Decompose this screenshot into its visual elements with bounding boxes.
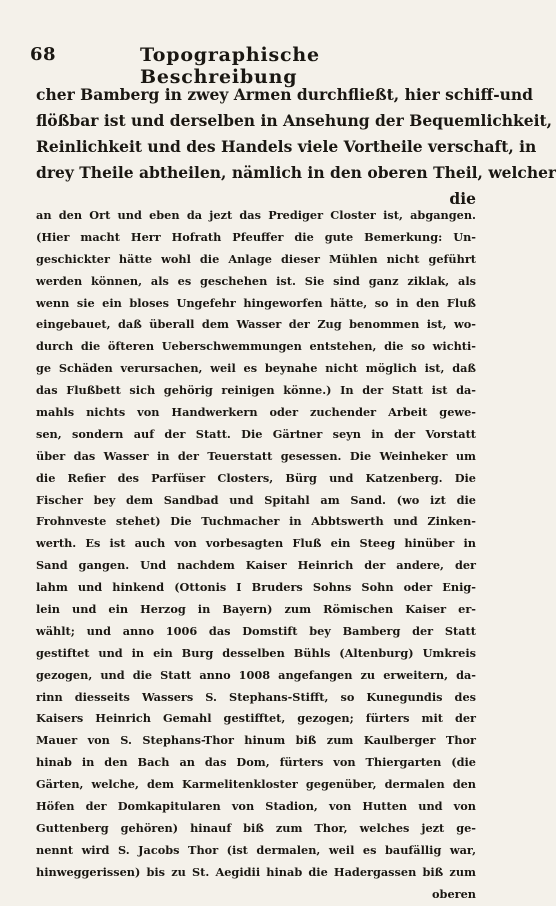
page-header bbox=[30, 44, 484, 88]
quoted-text-line: (Hier macht Herr Hofrath Pfeuffer die gute Bemerkung: Un- bbox=[36, 229, 476, 244]
quoted-text-line: gestiftet und in ein Burg desselben Bühls (Altenburg) Umkreis bbox=[36, 645, 476, 660]
quoted-text-line: rinn diesseits Wassers S. Stephans-Stifft, so Kunegundis des bbox=[36, 689, 476, 704]
quoted-text-line: durch die öfteren Ueberschwemmungen entstehen, die so wichti- bbox=[36, 339, 476, 354]
quoted-text-line: lein und ein Herzog in Bayern) zum Römischen Kaiser er- bbox=[36, 602, 476, 617]
quoted-text-line: hinab in den Bach an das Dom, fürters von Thiergarten (die bbox=[36, 755, 476, 770]
quoted-text-line: oberen bbox=[432, 886, 476, 901]
quoted-text-line: Sand gangen. Und nachdem Kaiser Heinrich der andere, der bbox=[36, 558, 476, 573]
quoted-text-line: Guttenberg gehören) hinauf biß zum Thor, welches jezt ge- bbox=[36, 820, 476, 835]
quoted-text-line: ge Schäden verursachen, weil es beynahe nicht möglich ist, daß bbox=[36, 361, 476, 376]
quoted-text-line: werden können, als es geschehen ist. Sie sind ganz ziklak, als bbox=[36, 273, 476, 288]
quoted-text-line: eingebauet, daß überall dem Wasser der Zug benommen ist, wo- bbox=[36, 317, 476, 332]
main-text-line: die bbox=[449, 189, 476, 208]
quoted-text-line: werth. Es ist auch von vorbesagten Fluß ein Steeg hinüber in bbox=[36, 536, 476, 551]
quoted-text-line: Mauer von S. Stephans-Thor hinum biß zum Kaulberger Thor bbox=[36, 733, 476, 748]
running-head: Topographische Beschreibung bbox=[140, 44, 320, 88]
quoted-text-line: geschickter hätte wohl die Anlage dieser Mühlen nicht geführt bbox=[36, 251, 476, 266]
quoted-text-line: mahls nichts von Handwerkern oder zuchender Arbeit gewe- bbox=[36, 405, 476, 420]
main-text-line: flößbar ist und derselben in Ansehung der Bequemlichkeit, bbox=[36, 111, 553, 130]
main-text-block bbox=[36, 82, 556, 212]
quoted-text-line: wählt; und anno 1006 das Domstift bey Bamberg der Statt bbox=[36, 623, 476, 638]
quoted-text-line: gezogen, und die Statt anno 1008 angefangen zu erweitern, da- bbox=[36, 667, 476, 682]
quoted-text-line: wenn sie ein bloses Ungefehr hingeworfen hätte, so in den Fluß bbox=[36, 295, 476, 310]
page-number: 68 bbox=[30, 44, 57, 65]
quoted-text-line: hinweggerissen) bis zu St. Aegidii hinab die Hadergassen biß zum bbox=[36, 864, 476, 879]
quoted-text-line: das Flußbett sich gehörig reinigen könne.) In der Statt ist da- bbox=[36, 383, 476, 398]
quoted-text-line: Frohnveste stehet) Die Tuchmacher in Abbtswerth und Zinken- bbox=[36, 514, 476, 529]
quoted-text-line: Höfen der Domkapitularen von Stadion, von Hutten und von bbox=[36, 799, 476, 814]
quoted-text-line: sen, sondern auf der Statt. Die Gärtner seyn in der Vorstatt bbox=[36, 426, 476, 441]
quoted-text-line: Kaisers Heinrich Gemahl gestifftet, gezogen; fürters mit der bbox=[36, 711, 476, 726]
main-text-line: cher Bamberg in zwey Armen durchfließt, hier schiff-und bbox=[36, 85, 534, 104]
quoted-text-line: die Refier des Parfüser Closters, Bürg und Katzenberg. Die bbox=[36, 470, 476, 485]
main-text-line: drey Theile abtheilen, nämlich in den oberen Theil, welcher bbox=[36, 163, 556, 182]
main-text-line: Reinlichkeit und des Handels viele Vortheile verschaft, in bbox=[36, 137, 537, 156]
quoted-text-line: an den Ort und eben da jezt das Prediger Closter ist, abgangen. bbox=[36, 208, 476, 222]
quoted-text-line: über das Wasser in der Teuerstatt gesessen. Die Weinheker um bbox=[36, 448, 476, 463]
quoted-text-line: Fischer bey dem Sandbad und Spitahl am Sand. (wo izt die bbox=[36, 492, 476, 507]
quoted-text-line: Gärten, welche, dem Karmelitenkloster gegenüber, dermalen den bbox=[36, 777, 476, 792]
quoted-text-line: nennt wird S. Jacobs Thor (ist dermalen, weil es baufällig war, bbox=[36, 842, 476, 857]
quoted-text-line: lahm und hinkend (Ottonis I Bruders Sohns Sohn oder Enig- bbox=[36, 580, 476, 595]
quoted-text-block bbox=[36, 205, 476, 906]
